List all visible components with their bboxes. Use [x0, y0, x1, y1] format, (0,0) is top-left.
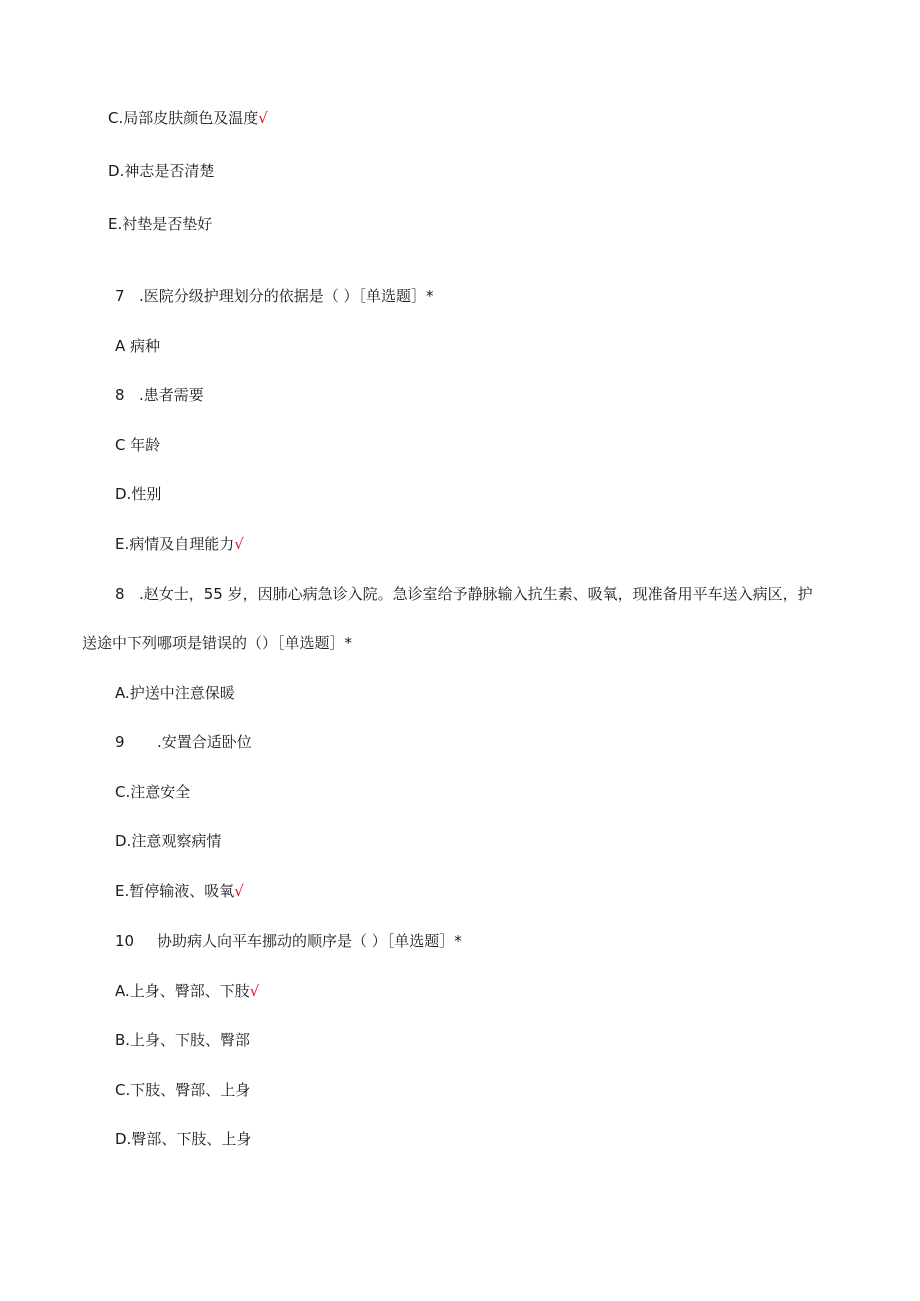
q8-option-a [115, 683, 235, 703]
q10-option-d-text: D.臀部、下肢、上身 [115, 1130, 252, 1148]
q8-option-d-text: D.注意观察病情 [115, 832, 222, 850]
correct-check-mark: √ [234, 882, 244, 900]
q7-option-c-text: C 年龄 [115, 436, 161, 454]
q8-option-b [115, 732, 252, 752]
q7-option-b-number: 8 [115, 386, 125, 404]
q8-option-b-text: .安置合适卧位 [157, 733, 252, 751]
correct-check-mark: √ [234, 535, 244, 553]
q8-question-text-line2: 送途中下列哪项是错误的（）［单选题］* [82, 634, 353, 652]
q7-question [115, 286, 434, 306]
q10-option-c [115, 1080, 250, 1100]
q7-option-e-text: E.病情及自理能力 [115, 535, 235, 553]
q7-option-e [115, 534, 244, 554]
q8-option-e-text: E.暂停输液、吸氧 [115, 882, 235, 900]
q7-option-b-text: .患者需要 [139, 386, 204, 404]
q7-number: 7 [115, 287, 125, 305]
q6-option-e [108, 214, 212, 234]
q8-number: 8 [115, 585, 125, 603]
q7-option-b [115, 385, 204, 405]
q6-option-d [108, 161, 214, 181]
q7-option-d [115, 484, 161, 504]
q8-question-line2 [82, 633, 352, 653]
q8-question-line1 [115, 584, 813, 604]
q6-option-c-text: C.局部皮肤颜色及温度 [108, 109, 259, 127]
q10-option-a-text: A.上身、臀部、下肢 [115, 982, 250, 1000]
q10-question-text: 协助病人向平车挪动的顺序是（ ）［单选题］* [157, 932, 462, 950]
q7-option-d-text: D.性别 [115, 485, 162, 503]
q7-question-text: .医院分级护理划分的依据是（ ）［单选题］* [139, 287, 434, 305]
q10-option-c-text: C.下肢、臀部、上身 [115, 1081, 251, 1099]
q7-option-a-text: A 病种 [115, 337, 161, 355]
q8-option-b-number: 9 [115, 733, 125, 751]
q8-option-a-text: A.护送中注意保暖 [115, 684, 235, 702]
q6-option-d-text: D.神志是否清楚 [108, 162, 215, 180]
q8-option-c [115, 782, 190, 802]
q10-number: 10 [115, 932, 135, 950]
q10-option-a [115, 981, 259, 1001]
q10-question [115, 931, 462, 951]
q7-option-c [115, 435, 160, 455]
q8-question-text-line1: .赵女士，55 岁，因肺心病急诊入院。急诊室给予静脉输入抗生素、吸氧，现准备用平车送入病区，护 [139, 585, 813, 603]
q10-option-b-text: B.上身、下肢、臀部 [115, 1031, 251, 1049]
q6-option-c [108, 108, 268, 128]
q8-option-c-text: C.注意安全 [115, 783, 191, 801]
correct-check-mark: √ [258, 109, 268, 127]
correct-check-mark: √ [249, 982, 260, 1000]
q10-option-b [115, 1030, 250, 1050]
q7-option-a [115, 336, 160, 356]
q8-option-e [115, 881, 244, 901]
q8-option-d [115, 831, 221, 851]
q10-option-d [115, 1129, 251, 1149]
q6-option-e-text: E.衬垫是否垫好 [108, 215, 213, 233]
